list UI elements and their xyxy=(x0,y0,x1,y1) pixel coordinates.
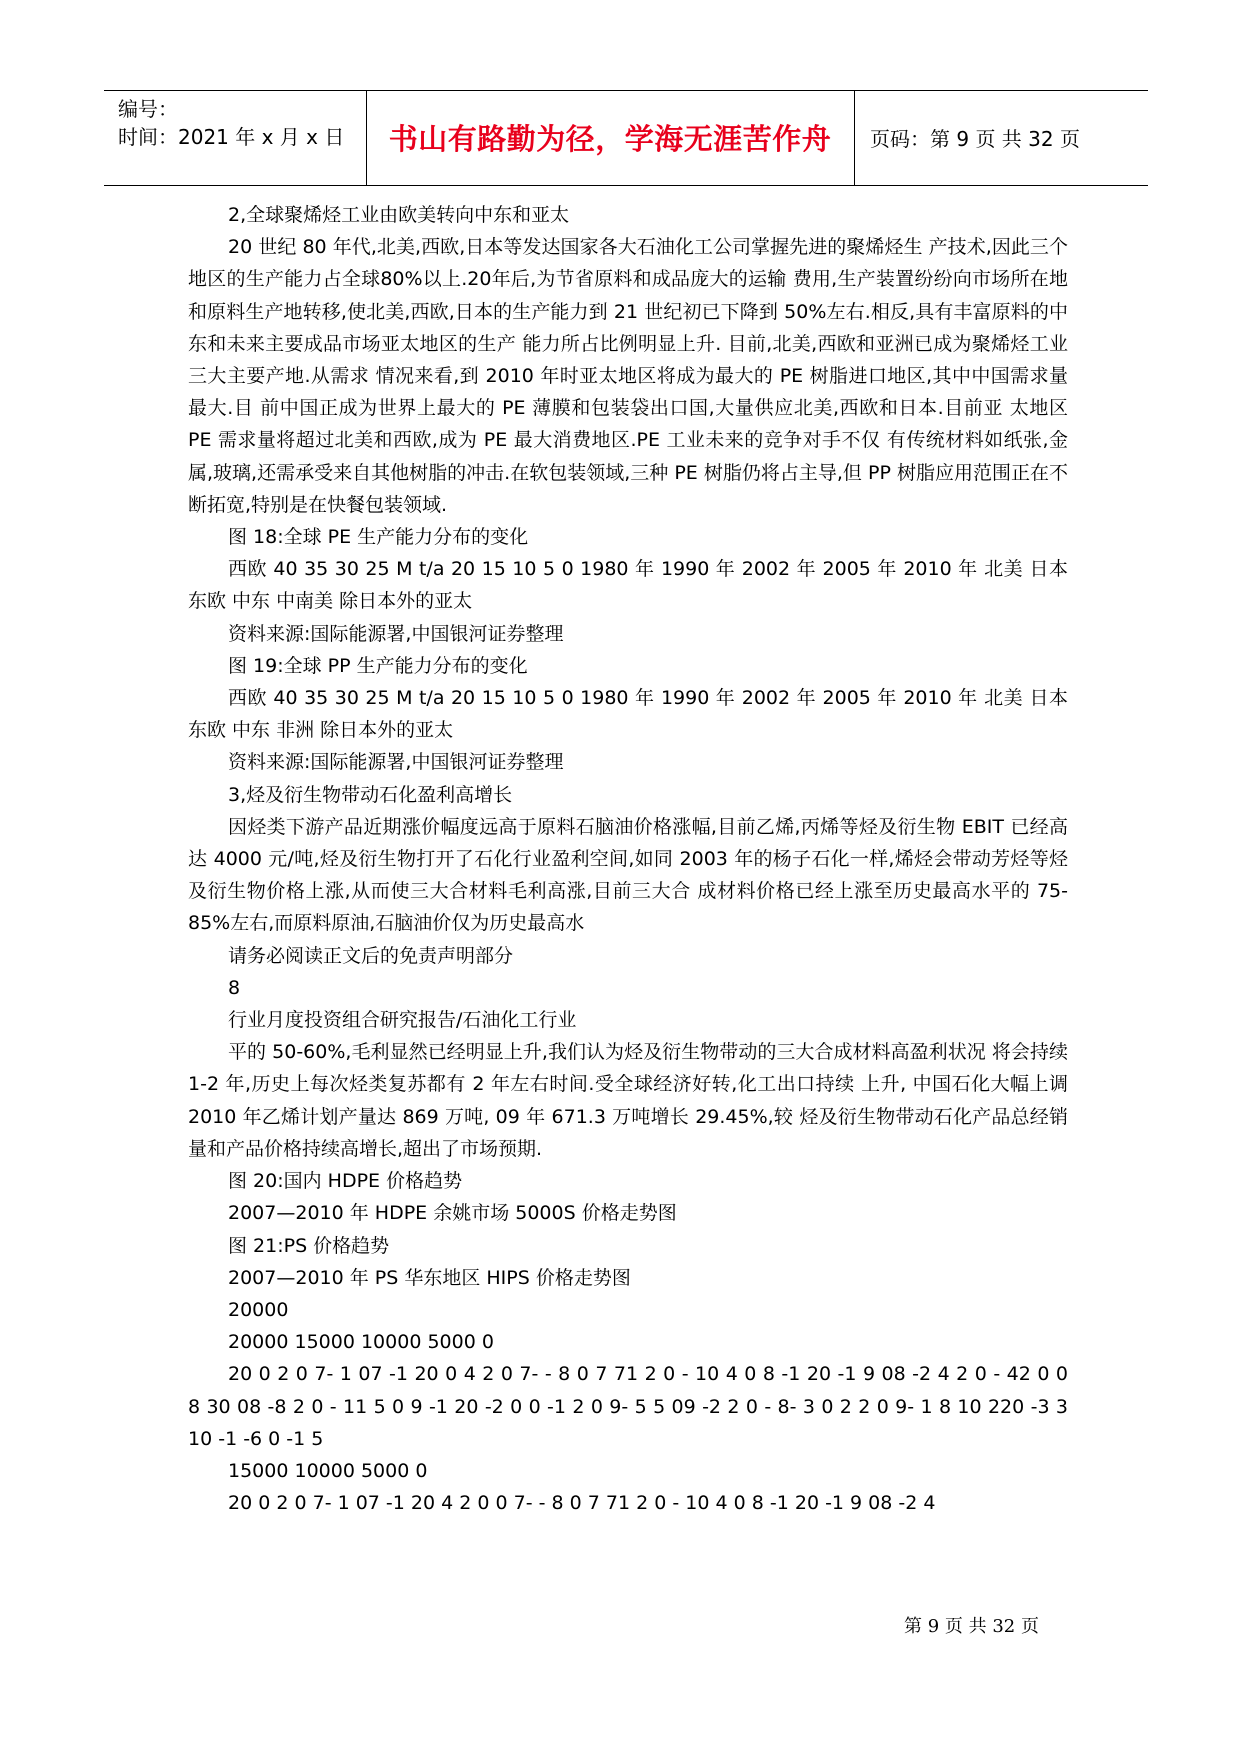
page-footer: 第 9 页 共 32 页 xyxy=(904,1616,1039,1637)
figure-title: 2007—2010 年 HDPE 余姚市场 5000S 价格走势图 xyxy=(228,1202,677,1225)
header-divider xyxy=(854,91,855,185)
paragraph: 20 世纪 80 年代,北美,西欧,日本等发达国家各大石油化工公司掌握先进的聚烯烃生 产技术,因此三个地区的生产能力占全球80%以上.20年后,为节省原料和成品庞大的运输 费用,生产装置纷纷向市场所在地和原料生产地转移,使北美,西欧,日本的生产能力到 21 世纪初已下降到 50%左右.相反,具有丰富原料的中东和未来主要成品市场亚太地区的生产 能力所占比例明显上升. 目前,北美,西欧和亚洲已成为聚烯烃工业三大主要产地.从需求 情况来看,到 2010 年时亚太地区将成为最大的 PE 树脂进口地区,其中中国需求量最大.目 前中国正成为世界上最大的 PE 薄膜和包装袋出口国,大量供应北美,西欧和日本.目前亚 太地区 PE 需求量将超过北美和西欧,成为 PE 最大消费地区.PE 工业未来的竞争对手不仅 有传统材料如纸张,金属,玻璃,还需承受来自其他树脂的冲击.在软包装领域,三种 PE 树脂仍将占主导,但 PP 树脂应用范围正在不断拓宽,特别是在快餐包装领域. xyxy=(188,236,1068,516)
document-number-label: 编号： xyxy=(118,97,178,121)
figure-text: 西欧 40 35 30 25 M t/a 20 15 10 5 0 1980 年 1990 年 2002 年 2005 年 2010 年 北美 日本 东欧 中东 中南美 除日本外的亚太 xyxy=(188,558,1068,613)
figure-caption: 图 18:全球 PE 生产能力分布的变化 xyxy=(228,526,529,549)
source-note: 资料来源:国际能源署,中国银河证券整理 xyxy=(228,751,564,774)
figure-text: 15000 10000 5000 0 xyxy=(228,1459,428,1482)
document-time-label: 时间：2021 年 x 月 x 日 xyxy=(118,125,345,149)
source-note: 资料来源:国际能源署,中国银河证券整理 xyxy=(228,622,564,645)
figure-text: 20 0 2 0 7- 1 07 -1 20 0 4 2 0 7- - 8 0 7 71 2 0 - 10 4 0 8 -1 20 -1 9 08 -2 4 2 0 - 42 0 0 8 30 08 -8 2 0 - 11 5 0 9 -1 20 -2 0 0 -1 2 0 9- 5 5 09 -2 2 0 - 8- 3 0 2 2 0 9- 1 8 10 220 -3 3 10 -1 -6 0 -1 5 xyxy=(188,1363,1068,1450)
section-heading: 2,全球聚烯烃工业由欧美转向中东和亚太 xyxy=(228,204,570,226)
header-page-number: 页码：第 9 页 共 32 页 xyxy=(870,127,1080,151)
figure-text: 西欧 40 35 30 25 M t/a 20 15 10 5 0 1980 年 1990 年 2002 年 2005 年 2010 年 北美 日本 东欧 中东 非洲 除日本外的亚太 xyxy=(188,687,1068,742)
paragraph: 因烃类下游产品近期涨价幅度远高于原料石脑油价格涨幅,目前乙烯,丙烯等烃及衍生物 EBIT 已经高达 4000 元/吨,烃及衍生物打开了石化行业盈利空间,如同 2003 年的杨子石化一样,烯烃会带动芳烃等烃及衍生物价格上涨,从而使三大合材料毛利高涨,目前三大合 成材料价格已经上涨至历史最高水平的 75-85%左右,而原料原油,石脑油价仅为历史最高水 xyxy=(188,815,1068,935)
figure-caption: 图 21:PS 价格趋势 xyxy=(228,1234,390,1257)
header-motto: 书山有路勤为径，学海无涯苦作舟 xyxy=(388,122,832,156)
disclaimer-note: 请务必阅读正文后的免责声明部分 xyxy=(228,944,514,967)
page-header xyxy=(104,90,1148,186)
paragraph: 平的 50-60%,毛利显然已经明显上升,我们认为烃及衍生物带动的三大合成材料高盈利状况 将会持续 1-2 年,历史上每次烃类复苏都有 2 年左右时间.受全球经济好转,化工出口持续 上升, 中国石化大幅上调 2010 年乙烯计划产量达 869 万吨, 09 年 671.3 万吨增长 29.45%,较 烃及衍生物带动石化产品总经销量和产品价格持续高增长,超出了市场预期. xyxy=(188,1041,1068,1160)
figure-text: 20000 xyxy=(228,1298,289,1321)
figure-title: 2007—2010 年 PS 华东地区 HIPS 价格走势图 xyxy=(228,1266,631,1289)
report-title: 行业月度投资组合研究报告/石油化工行业 xyxy=(228,1009,577,1032)
section-heading: 3,烃及衍生物带动石化盈利高增长 xyxy=(228,783,513,806)
page-number-inline: 8 xyxy=(228,976,241,999)
header-meta xyxy=(118,95,344,151)
figure-caption: 图 19:全球 PP 生产能力分布的变化 xyxy=(228,654,528,677)
figure-text: 20 0 2 0 7- 1 07 -1 20 4 2 0 0 7- - 8 0 7 71 2 0 - 10 4 0 8 -1 20 -1 9 08 -2 4 xyxy=(228,1492,936,1515)
figure-text: 20000 15000 10000 5000 0 xyxy=(228,1331,494,1354)
figure-caption: 图 20:国内 HDPE 价格趋势 xyxy=(228,1170,463,1193)
document-body xyxy=(188,199,1068,1519)
